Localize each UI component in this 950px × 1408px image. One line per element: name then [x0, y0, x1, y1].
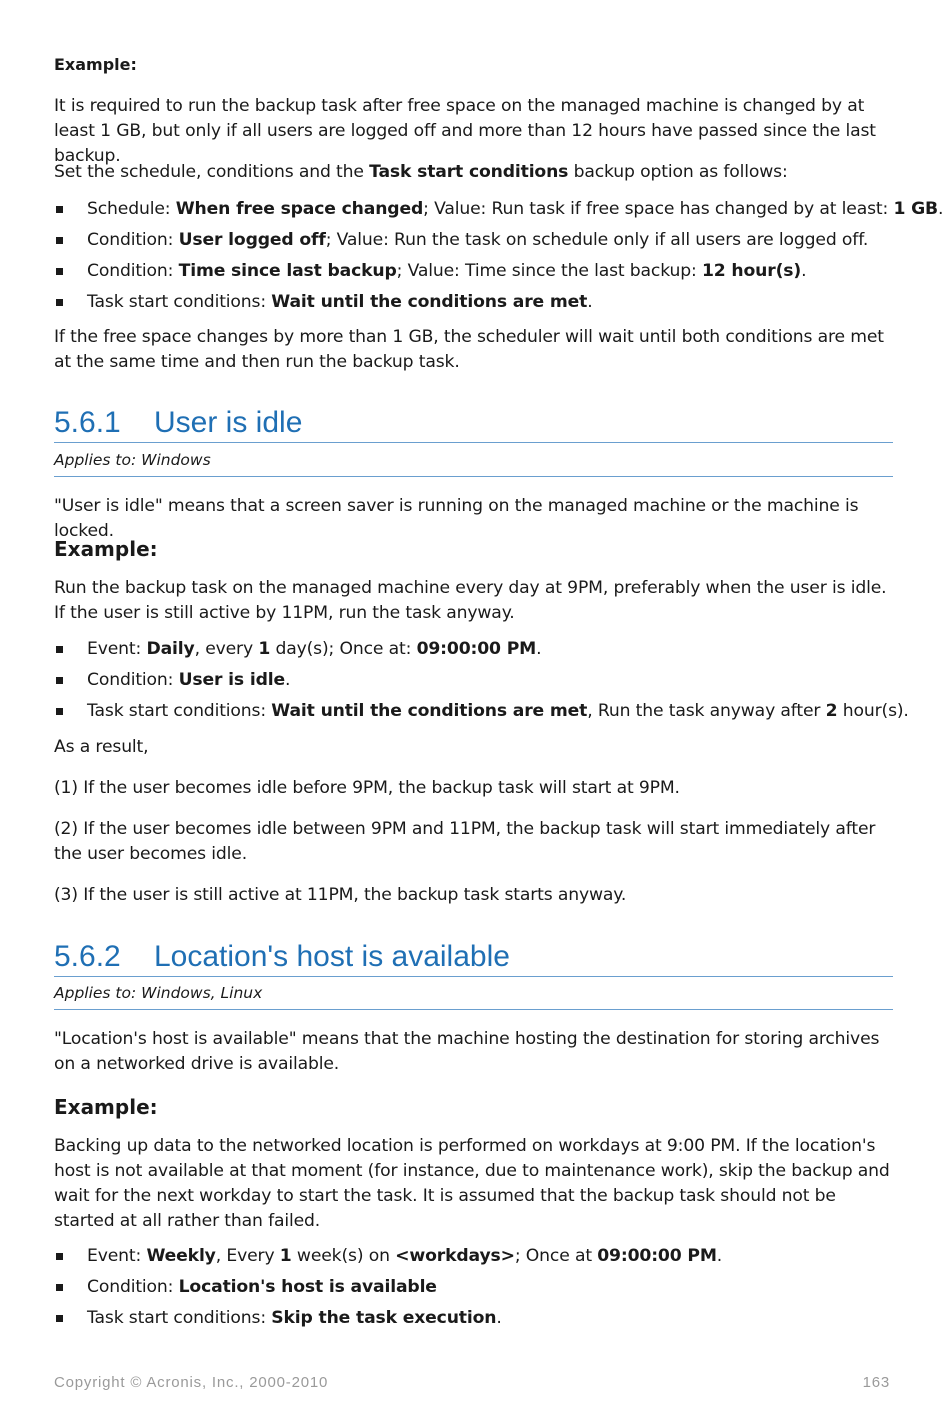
page-footer	[54, 1374, 890, 1391]
applies-to: Applies to: Windows, Linux	[54, 980, 893, 1010]
result-item: (2) If the user becomes idle between 9PM and 11PM, the backup task will start immediately after the user becomes idle.	[54, 819, 876, 864]
copyright-text: Copyright © Acronis, Inc., 2000-2010	[54, 1374, 329, 1391]
bullet-square-icon	[56, 1253, 63, 1260]
example-paragraph: Run the backup task on the managed machine every day at 9PM, preferably when the user is idle. If the user is still active by 11PM, run the task anyway.	[54, 578, 887, 623]
result-item: (3) If the user is still active at 11PM, the backup task starts anyway.	[54, 885, 627, 905]
bullet-square-icon	[56, 677, 63, 684]
bullet-square-icon	[56, 1284, 63, 1291]
example-heading: Example:	[54, 1095, 158, 1119]
example-label: Example:	[54, 55, 137, 74]
bullet-square-icon	[56, 299, 63, 306]
section-heading-5-6-1: 5.6.1 User is idle	[54, 405, 893, 443]
intro-conclusion: If the free space changes by more than 1 GB, the scheduler will wait until both conditions are met at the same time and then run the backup task.	[54, 327, 884, 372]
result-intro: As a result,	[54, 737, 149, 757]
bullet-square-icon	[56, 268, 63, 275]
intro-paragraph: It is required to run the backup task after free space on the managed machine is changed by at least 1 GB, but only if all users are logged off and more than 12 hours have passed since the last backup.	[54, 96, 876, 166]
bullet-square-icon	[56, 206, 63, 213]
bullet-square-icon	[56, 708, 63, 715]
bullet-square-icon	[56, 237, 63, 244]
applies-to: Applies to: Windows	[54, 447, 893, 477]
bullet-square-icon	[56, 1315, 63, 1322]
page-number: 163	[862, 1374, 890, 1391]
intro-instructions: Set the schedule, conditions and the Task start conditions backup option as follows:	[54, 162, 788, 182]
example-heading: Example:	[54, 537, 158, 561]
example-paragraph: Backing up data to the networked location is performed on workdays at 9:00 PM. If the location's host is not available at that moment (for instance, due to maintenance work), skip the backup and wait for the next workday to start the task. It is assumed that the backup task should not be started at all rather than failed.	[54, 1136, 890, 1231]
definition-paragraph: "Location's host is available" means that the machine hosting the destination for storing archives on a networked drive is available.	[54, 1029, 880, 1074]
definition-paragraph: "User is idle" means that a screen saver is running on the managed machine or the machine is locked.	[54, 496, 859, 541]
bullet-square-icon	[56, 646, 63, 653]
result-item: (1) If the user becomes idle before 9PM, the backup task will start at 9PM.	[54, 778, 680, 798]
section-heading-5-6-2: 5.6.2 Location's host is available	[54, 939, 893, 977]
